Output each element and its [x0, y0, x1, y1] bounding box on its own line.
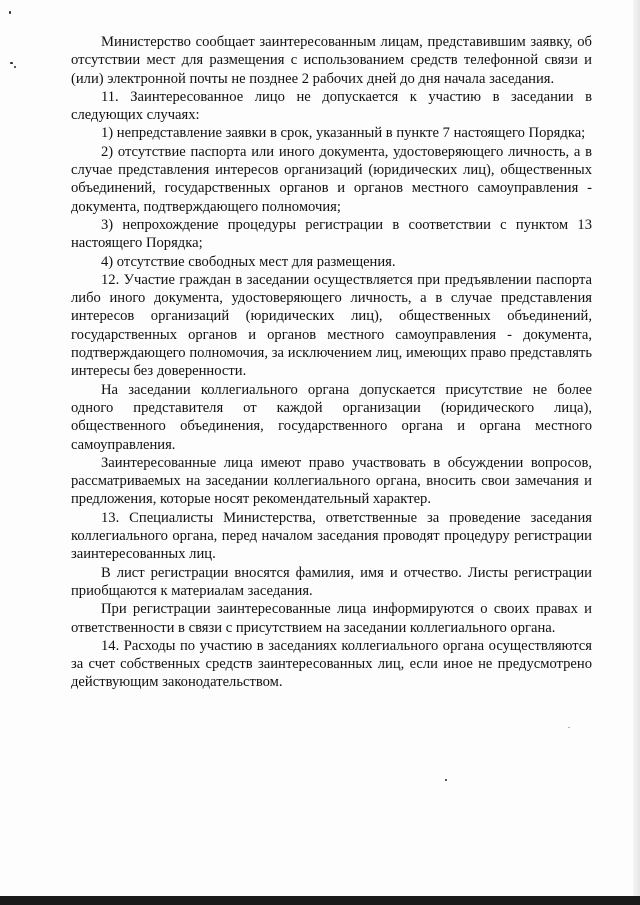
- scan-speck: [14, 66, 16, 68]
- paragraph-one-representative: На заседании коллегиального органа допускается присутствие не более одного представителя от каждой организации (юридического лица), общественного объединения, государственного органа и органа местного самоуправления.: [71, 381, 592, 453]
- paragraph-notice-no-seats: Министерство сообщает заинтересованным лицам, представившим заявку, об отсутствии мест для размещения с использованием средств телефонной связи и (или) электронной почты не позднее 2 рабочих дней до дня начала заседания.: [71, 34, 592, 87]
- scan-speck: [445, 779, 447, 781]
- paragraph-12: 12. Участие граждан в заседании осуществляется при предъявлении паспорта либо иного документа, удостоверяющего личность, а в случае представления интересов организаций (юридических лиц), общественных объединений, государственных органов и органов местного самоуправления - документа, подтверждающего полномочия, за исключением лиц, имеющих право представлять интересы без доверенности.: [71, 271, 592, 380]
- list-item-4: 4) отсутствие свободных мест для размещения.: [101, 253, 396, 270]
- scan-right-edge: [633, 0, 640, 905]
- paragraph-registration-sheet: В лист регистрации вносятся фамилия, имя и отчество. Листы регистрации приобщаются к материалам заседания.: [71, 564, 592, 599]
- paragraph-13: 13. Специалисты Министерства, ответственные за проведение заседания коллегиального органа, перед началом заседания проводят процедуру регистрации заинтересованных лиц.: [71, 509, 592, 563]
- document-body: [71, 33, 592, 692]
- scan-speck: [10, 62, 13, 64]
- list-item-2: 2) отсутствие паспорта или иного документа, удостоверяющего личность, а в случае представления интересов организаций (юридических лиц), общественных объединений, государственных органов и органов местного самоуправления - документа, подтверждающего полномочия;: [71, 143, 592, 215]
- paragraph-rights-of-participants: Заинтересованные лица имеют право участвовать в обсуждении вопросов, рассматриваемых на заседании коллегиального органа, вносить свои замечания и предложения, которые носят рекомендательный характер.: [71, 454, 592, 508]
- scan-bottom-border: [0, 896, 640, 905]
- scan-speck: [9, 11, 11, 14]
- paragraph-11-heading: 11. Заинтересованное лицо не допускается к участию в заседании в следующих случаях:: [71, 88, 592, 124]
- list-item-1: 1) непредставление заявки в срок, указанный в пункте 7 настоящего Порядка;: [101, 125, 586, 142]
- paragraph-14: 14. Расходы по участию в заседаниях коллегиального органа осуществляются за счет собственных средств заинтересованных лиц, если иное не предусмотрено действующим законодательством.: [71, 637, 592, 691]
- paragraph-informing: При регистрации заинтересованные лица информируются о своих правах и ответственности в связи с присутствием на заседании коллегиального органа.: [71, 601, 592, 636]
- list-item-3: 3) непрохождение процедуры регистрации в соответствии с пунктом 13 настоящего Порядка;: [71, 216, 592, 252]
- scan-speck: [568, 727, 570, 728]
